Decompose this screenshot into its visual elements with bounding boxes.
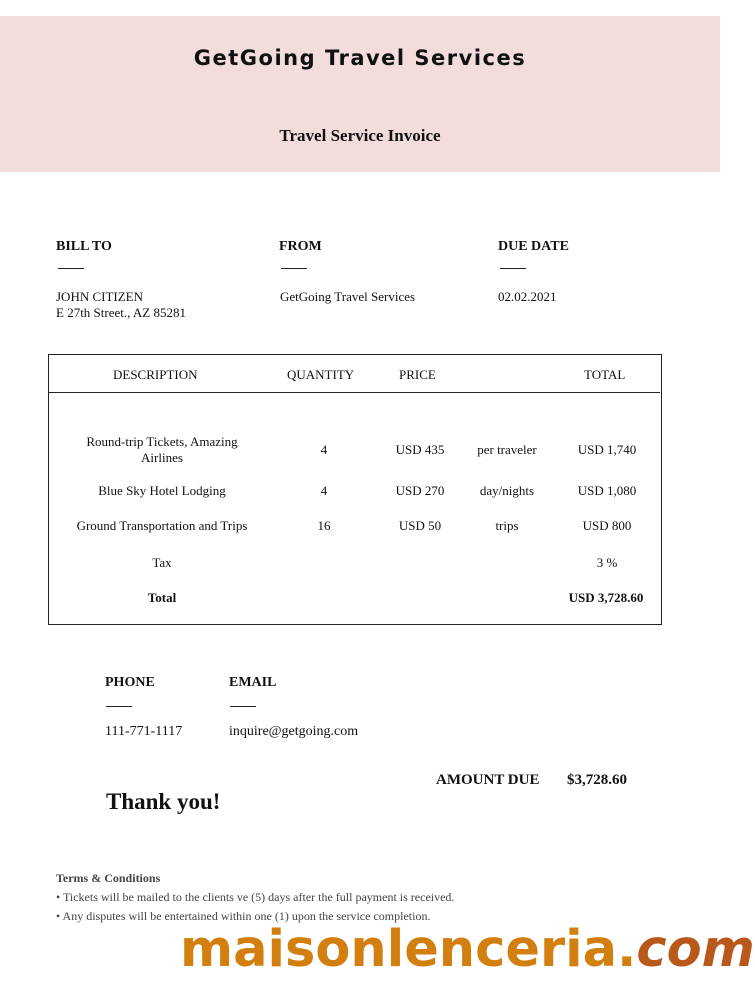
table-row-description [56,434,268,466]
phone-label: PHONE [105,675,155,690]
invoice-title: Travel Service Invoice [279,126,441,145]
table-cell-price: USD 270 [395,483,445,498]
total-value: USD 3,728.60 [568,590,644,605]
table-row-description: Ground Transportation and Trips [76,518,248,533]
table-cell-quantity: 4 [320,442,328,457]
tax-label: Tax [152,555,172,570]
email-value: inquire@getgoing.com [229,724,359,739]
table-cell-price: USD 50 [398,518,442,533]
tax-value: 3 % [596,555,618,570]
from-label: FROM [279,239,322,254]
terms-item: • Any disputes will be entertained within one (1) upon the service completion. [56,909,431,923]
invoice-header-banner [0,16,720,172]
column-header-total: TOTAL [584,367,626,382]
table-header-divider [49,392,660,393]
thank-you-message: Thank you! [106,789,221,814]
column-header-description: DESCRIPTION [113,367,198,382]
bill-to-label: BILL TO [56,239,112,254]
due-date-underline [500,268,526,269]
amount-due-label: AMOUNT DUE [436,772,540,788]
amount-due-value: $3,728.60 [567,772,627,788]
bill-to-underline [58,268,84,269]
email-underline [230,706,256,707]
email-label: EMAIL [229,675,277,690]
table-cell-price: USD 435 [395,442,445,457]
table-cell-total: USD 1,080 [577,483,637,498]
terms-title: Terms & Conditions [56,871,161,885]
terms-item: • Tickets will be mailed to the clients ve (5) days after the full payment is received. [56,890,455,904]
column-header-price: PRICE [399,367,436,382]
column-header-quantity: QUANTITY [287,367,355,382]
bill-to-value [56,289,186,321]
site-watermark [180,920,755,979]
table-cell-unit: day/nights [479,483,535,498]
total-label: Total [147,590,177,605]
table-cell-unit: per traveler [477,442,537,457]
table-cell-quantity: 16 [317,518,331,533]
description-line: Airlines [141,450,183,465]
phone-value: 111-771-1117 [105,724,183,739]
from-value: GetGoing Travel Services [280,289,416,304]
table-cell-total: USD 800 [582,518,632,533]
table-cell-unit: trips [495,518,519,533]
from-underline [281,268,307,269]
description-line: Round-trip Tickets, Amazing [86,434,238,449]
phone-underline [106,706,132,707]
table-cell-quantity: 4 [320,483,328,498]
watermark-main: maisonlenceria [180,920,617,979]
company-name: GetGoing Travel Services [193,46,527,70]
due-date-label: DUE DATE [498,239,569,254]
due-date-value: 02.02.2021 [498,289,557,304]
table-row-description: Blue Sky Hotel Lodging [98,483,226,498]
watermark-dot: . [617,920,637,979]
watermark-tld: com [636,920,755,979]
bill-to-name: JOHN CITIZEN [56,289,144,304]
bill-to-address: E 27th Street., AZ 85281 [56,305,186,320]
table-cell-total: USD 1,740 [577,442,637,457]
